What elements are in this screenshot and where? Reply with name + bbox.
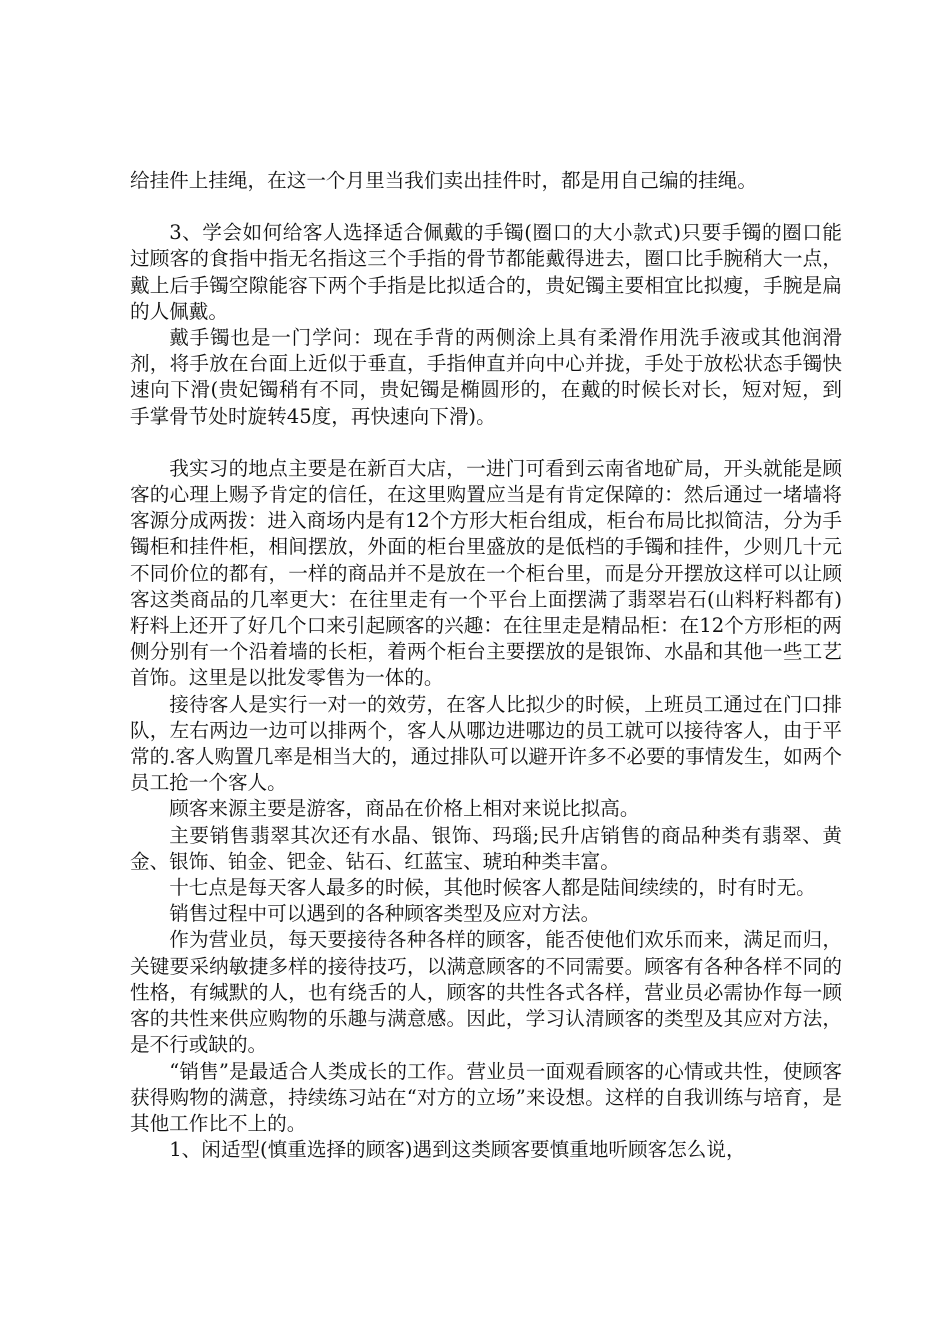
paragraph-2: 3、学会如何给客人选择适合佩戴的手镯(圈口的大小款式)只要手镯的圈口能过顾客的食指中指无名指这三个手指的骨节都能戴得进去，圈口比手腕稍大一点，戴上后手镯空隙能容下两个手指是比拟适合的，贵妃镯主要相宜比拟瘦，手腕是扁的人佩戴。: [130, 221, 842, 323]
paragraph-11: “销售”是最适合人类成长的工作。营业员一面观看顾客的心情或共性，使顾客获得购物的满意，持续练习站在“对方的立场”来设想。这样的自我训练与培育，是其他工作比不上的。: [130, 1059, 842, 1135]
paragraph-12: 1、闲适型(慎重选择的顾客)遇到这类顾客要慎重地听顾客怎么说，: [169, 1138, 746, 1162]
paragraph-5: 接待客人是实行一对一的效劳，在客人比拟少的时候，上班员工通过在门口排队，左右两边一边可以排两个，客人从哪边进哪边的员工就可以接待客人，由于平常的.客人购置几率是相当大的，通过排队可以避开许多不必要的事情发生，如两个员工抢一个客人。: [130, 692, 842, 795]
paragraph-spacer: [130, 430, 842, 456]
paragraph-6: 顾客来源主要是游客，商品在价格上相对来说比拟高。: [169, 797, 640, 821]
paragraph-10: 作为营业员，每天要接待各种各样的顾客，能否使他们欢乐而来，满足而归，关键要采纳敏捷多样的接待技巧，以满意顾客的不同需要。顾客有各种各样不同的性格，有缄默的人，也有绕舌的人，顾客的共性各式各样，营业员必需协作每一顾客的共性来供应购物的乐趣与满意感。因此，学习认清顾客的类型及其应对方法，是不行或缺的。: [130, 928, 842, 1057]
paragraph-1: 给挂件上挂绳，在这一个月里当我们卖出挂件时，都是用自己编的挂绳。: [130, 169, 757, 192]
paragraph-8: 十七点是每天客人最多的时候，其他时候客人都是陆间续续的，时有时无。: [169, 876, 816, 900]
paragraph-4: 我实习的地点主要是在新百大店，一进门可看到云南省地矿局，开头就能是顾客的心理上赐予肯定的信任，在这里购置应当是有肯定保障的：然后通过一堵墙将客源分成两拨：进入商场内是有12个方形大柜台组成，柜台布局比拟简洁，分为手镯柜和挂件柜，相间摆放，外面的柜台里盛放的是低档的手镯和挂件，少则几十元不同价位的都有，一样的商品并不是放在一个柜台里，而是分开摆放这样可以让顾客这类商品的几率更大：在往里走有一个平台上面摆满了翡翠岩石(山料籽料都有)籽料上还开了好几个口来引起顾客的兴趣：在往里走是精品柜：在12个方形柜的两侧分别有一个沿着墙的长柜，着两个柜台主要摆放的是银饰、水晶和其他一些工艺首饰。这里是以批发零售为一体的。: [130, 456, 842, 690]
paragraph-9: 销售过程中可以遇到的各种顾客类型及应对方法。: [169, 902, 601, 926]
paragraph-spacer: [130, 194, 842, 220]
paragraph-3: 戴手镯也是一门学问：现在手背的两侧涂上具有柔滑作用洗手液或其他润滑剂，将手放在台面上近似于垂直，手指伸直并向中心并拢，手处于放松状态手镯快速向下滑(贵妃镯稍有不同，贵妃镯是椭圆形的，在戴的时候长对长，短对短，到手掌骨节处时旋转45度，再快速向下滑)。: [130, 326, 842, 428]
document-page: [130, 168, 842, 1163]
paragraph-7: 主要销售翡翠其次还有水晶、银饰、玛瑙;民升店销售的商品种类有翡翠、黄金、银饰、铂金、钯金、钻石、红蓝宝、琥珀种类丰富。: [130, 823, 842, 873]
